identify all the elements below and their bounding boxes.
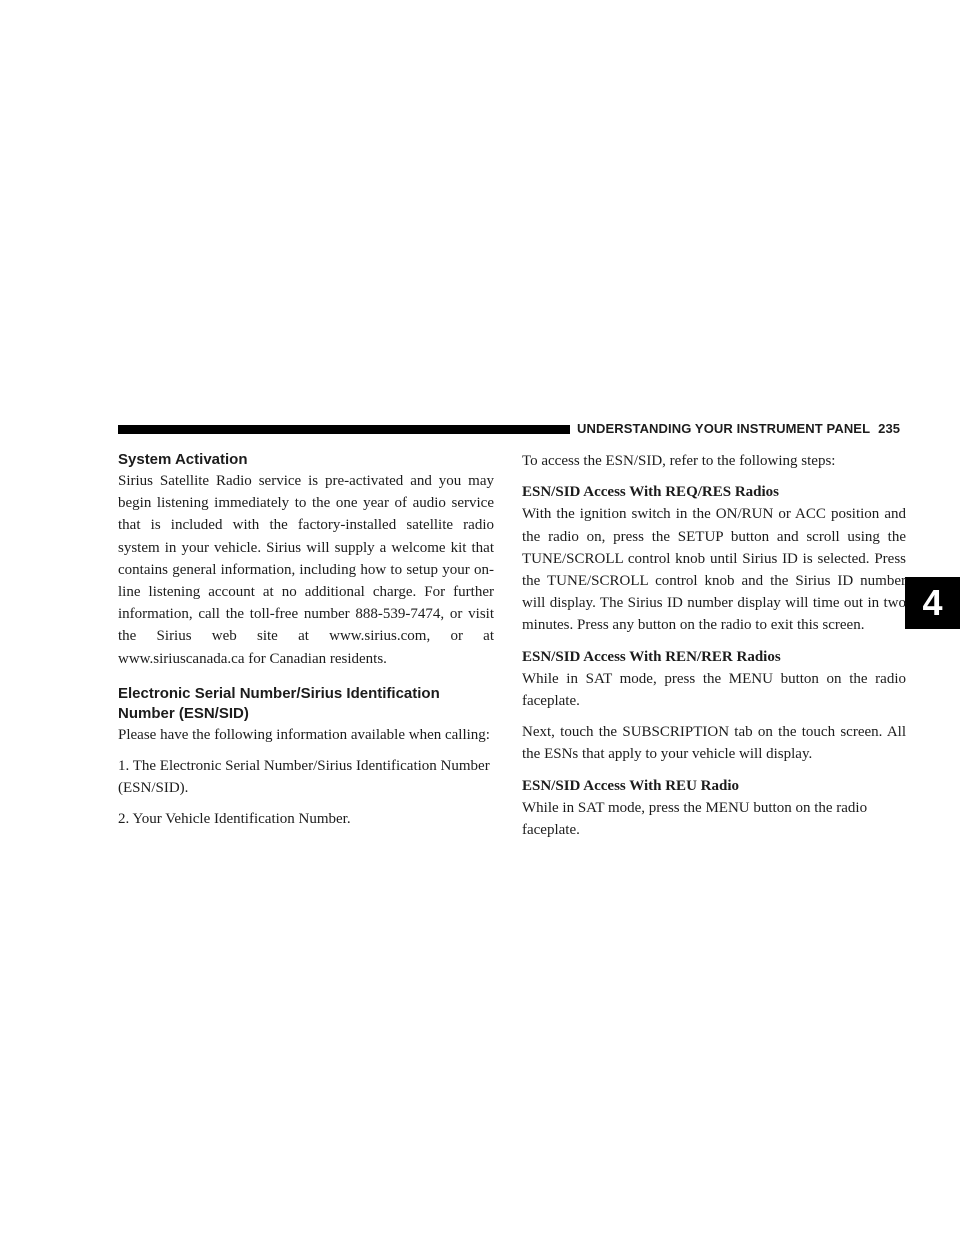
section-title: UNDERSTANDING YOUR INSTRUMENT PANEL [577, 421, 871, 436]
heading-req-res: ESN/SID Access With REQ/RES Radios [522, 484, 780, 501]
paragraph-req-res: With the ignition switch in the ON/RUN or ACC position and the radio on, press the SETUP button and scroll using the TUNE/SCROLL control knob until Sirius ID is selected. Press the TUNE/SCROLL control knob and the Sirius ID number will display. The Sirius ID number display will time out in two minutes. Press any button on the radio to exit this screen. [522, 506, 906, 634]
list-item-esn: 1. The Electronic Serial Number/Sirius Identification Number (ESN/SID). [118, 758, 490, 797]
chapter-tab: 4 [905, 577, 960, 629]
paragraph-activation: Sirius Satellite Radio service is pre-activated and you may begin listening immediately to the one year of audio service that is included with the factory-installed satellite radio system in your vehicle. Sirius will supply a welcome kit that contains general information, including how to setup your on-line listening account at no additional charge. For further information, call the toll-free number 888-539-7474, or visit the Sirius web site at www.sirius.com, or at www.siriuscanada.ca for Canadian residents. [118, 473, 494, 667]
heading-esn-sid: Electronic Serial Number/Sirius Identification Number (ESN/SID) [118, 684, 440, 722]
paragraph-please-have: Please have the following information available when calling: [118, 726, 490, 743]
right-column [522, 450, 906, 850]
page-number: 235 [878, 421, 901, 436]
heading-reu: ESN/SID Access With REU Radio [522, 777, 739, 794]
heading-system-activation: System Activation [118, 451, 248, 468]
running-header [577, 421, 900, 436]
left-column [118, 450, 494, 840]
paragraph-intro: To access the ESN/SID, refer to the following steps: [522, 453, 836, 469]
heading-ren-rer: ESN/SID Access With REN/RER Radios [522, 648, 781, 665]
paragraph-ren-rer: While in SAT mode, press the MENU button on the radio faceplate. [522, 670, 906, 710]
list-item-vin: 2. Your Vehicle Identification Number. [118, 811, 351, 828]
paragraph-reu: While in SAT mode, press the MENU button on the radio faceplate. [522, 799, 868, 839]
paragraph-subscription: Next, touch the SUBSCRIPTION tab on the touch screen. All the ESNs that apply to your vehicle will display. [522, 724, 906, 763]
header-bar [118, 425, 570, 434]
